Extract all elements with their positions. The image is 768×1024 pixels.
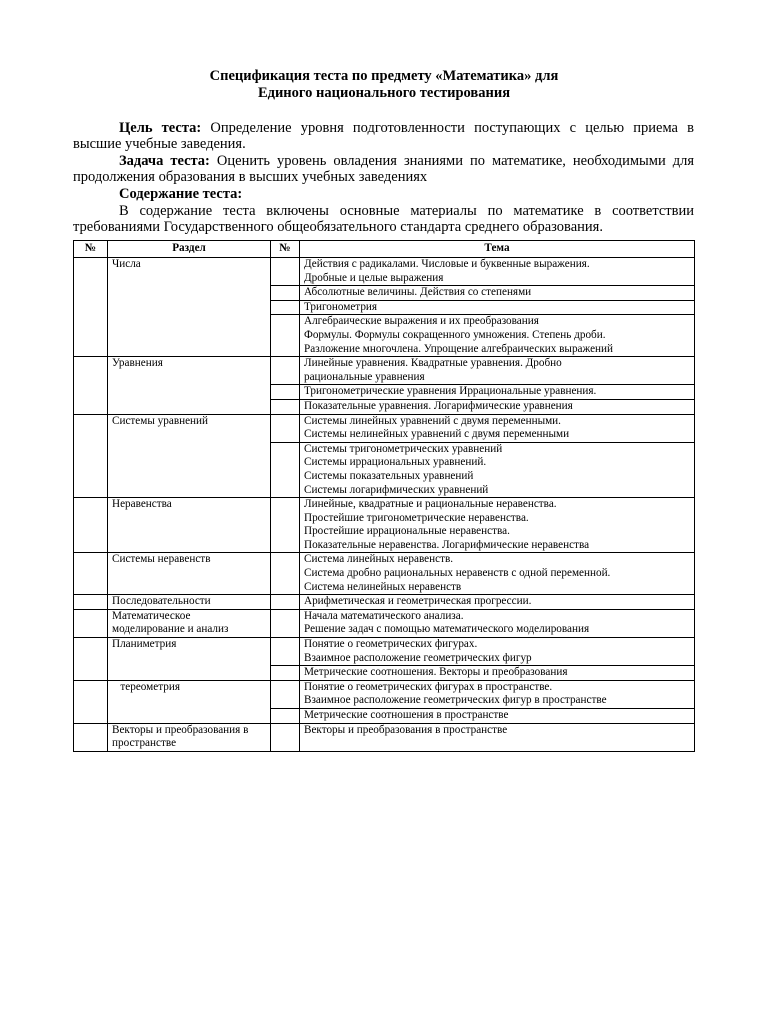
task-text: Оценить уровень овладения знаниями по математике, необходимыми для продолжения образования в высших учебных заведениях: [73, 153, 694, 185]
topic-line: Показательные неравенства. Логарифмические неравенства: [304, 538, 590, 551]
topic-cell: [300, 258, 695, 286]
topic-number-cell: [271, 414, 300, 442]
table-row: [74, 638, 695, 666]
topic-number-cell: [271, 258, 300, 286]
section-name-cell: Математическое моделирование и анализ: [108, 609, 271, 637]
section-number-cell: [74, 258, 108, 357]
topic-line: Формулы. Формулы сокращенного умножения. Степень дроби.: [304, 328, 606, 341]
topic-number-cell: [271, 609, 300, 637]
header-section: Раздел: [108, 241, 271, 258]
topic-line: Начала математического анализа.: [304, 609, 464, 622]
header-topic: Тема: [300, 241, 695, 258]
title-line-2: Единого национального тестирования: [257, 85, 511, 101]
topic-line: [304, 737, 690, 751]
content-heading: Содержание теста:: [119, 186, 243, 202]
topic-number-cell: [271, 357, 300, 385]
topic-line: Разложение многочлена. Упрощение алгебраических выражений: [304, 342, 614, 355]
section-number-cell: [74, 595, 108, 610]
section-number-cell: [74, 553, 108, 595]
topic-line: Системы логарифмических уравнений: [304, 483, 489, 496]
table-body: [74, 258, 695, 752]
topic-number-cell: [271, 385, 300, 400]
topic-cell: [300, 399, 695, 414]
topic-line: Понятие о геометрических фигурах.: [304, 638, 478, 651]
topic-cell: [300, 609, 695, 637]
table-header-row: [74, 241, 695, 258]
section-number-cell: [74, 498, 108, 553]
task-label: Задача теста:: [119, 153, 210, 169]
topic-line: Система дробно рациональных неравенств с одной переменной.: [304, 567, 611, 580]
table-row: [74, 498, 695, 553]
topic-cell: [300, 414, 695, 442]
topic-line: Системы нелинейных уравнений с двумя переменными: [304, 428, 570, 441]
header-topic-number: №: [271, 241, 300, 258]
topic-line: Системы показательных уравнений: [304, 469, 474, 482]
content-paragraph: В содержание теста включены основные материалы по математике в соответствии требованиями Государственного общеобязательного стандарта среднего образования.: [73, 203, 694, 235]
table-row: [74, 553, 695, 595]
topic-line: Системы тригонометрических уравнений: [304, 442, 503, 455]
section-number-cell: [74, 609, 108, 637]
header-number: №: [74, 241, 108, 258]
section-name-cell: Векторы и преобразования в пространстве: [108, 723, 271, 751]
topic-line: Метрические соотношения. Векторы и преобразования: [304, 666, 568, 679]
section-number-cell: [74, 723, 108, 751]
topic-line: Тригонометрические уравнения Иррациональные уравнения.: [304, 385, 597, 398]
topic-number-cell: [271, 399, 300, 414]
section-name-cell: тереометрия: [108, 680, 271, 723]
topic-line: Алгебраические выражения и их преобразования: [304, 315, 539, 328]
task-paragraph: [73, 153, 694, 185]
goal-label: Цель теста:: [119, 120, 202, 136]
section-number-cell: [74, 680, 108, 723]
topic-line: Линейные, квадратные и рациональные неравенства.: [304, 498, 557, 511]
section-number-cell: [74, 414, 108, 498]
topic-number-cell: [271, 666, 300, 681]
topic-line: Система нелинейных неравенств: [304, 580, 462, 593]
topic-line: Показательные уравнения. Логарифмические уравнения: [304, 399, 573, 412]
topic-number-cell: [271, 553, 300, 595]
topic-line: Линейные уравнения. Квадратные уравнения. Дробно: [304, 357, 562, 370]
topic-cell: [300, 638, 695, 666]
topic-number-cell: [271, 680, 300, 708]
topic-line: Векторы и преобразования в пространстве: [304, 723, 508, 736]
topic-cell: [300, 680, 695, 708]
topic-line: Арифметическая и геометрическая прогрессии.: [304, 595, 532, 608]
topic-cell: [300, 498, 695, 553]
topic-number-cell: [271, 638, 300, 666]
topic-line: Дробные и целые выражения: [304, 271, 444, 284]
topic-line: Простейшие тригонометрические неравенства.: [304, 511, 529, 524]
topic-line: Решение задач с помощью математического моделирования: [304, 623, 590, 636]
table-row: [74, 609, 695, 637]
topic-number-cell: [271, 595, 300, 610]
specification-table: [73, 240, 695, 752]
goal-text: Определение уровня подготовленности поступающих с целью приема в высшие учебные заведения.: [73, 120, 694, 152]
topic-cell: [300, 286, 695, 301]
topic-cell: [300, 595, 695, 610]
table-row: [74, 414, 695, 442]
section-name-cell: Системы неравенств: [108, 553, 271, 595]
section-name-cell: Уравнения: [108, 357, 271, 414]
topic-line: рациональные уравнения: [304, 370, 425, 383]
topic-cell: [300, 553, 695, 595]
topic-number-cell: [271, 442, 300, 497]
section-name-cell: Планиметрия: [108, 638, 271, 681]
section-name-cell: Системы уравнений: [108, 414, 271, 498]
section-number-cell: [74, 638, 108, 681]
topic-number-cell: [271, 498, 300, 553]
topic-number-cell: [271, 315, 300, 357]
topic-cell: [300, 723, 695, 751]
goal-paragraph: [73, 120, 694, 152]
title-line-1: Спецификация теста по предмету «Математика» для: [209, 68, 559, 84]
topic-number-cell: [271, 709, 300, 724]
table-row: [74, 680, 695, 708]
table-row: [74, 595, 695, 610]
table-row: [74, 258, 695, 286]
section-name-cell: Числа: [108, 258, 271, 357]
topic-line: Абсолютные величины. Действия со степенями: [304, 286, 532, 299]
topic-number-cell: [271, 723, 300, 751]
topic-line: Простейшие иррациональные неравенства.: [304, 525, 510, 538]
topic-line: Взаимное расположение геометрических фигур в пространстве: [304, 694, 607, 707]
topic-line: Тригонометрия: [304, 300, 378, 313]
topic-line: Действия с радикалами. Числовые и буквенные выражения.: [304, 258, 590, 270]
topic-cell: [300, 300, 695, 315]
table-row: [74, 357, 695, 385]
topic-cell: [300, 385, 695, 400]
topic-line: Системы линейных уравнений с двумя переменными.: [304, 414, 561, 427]
topic-cell: [300, 315, 695, 357]
section-name-cell: Неравенства: [108, 498, 271, 553]
topic-cell: [300, 442, 695, 497]
topic-cell: [300, 357, 695, 385]
topic-line: Понятие о геометрических фигурах в пространстве.: [304, 680, 553, 693]
topic-line: Системы иррациональных уравнений.: [304, 456, 487, 469]
topic-cell: [300, 666, 695, 681]
topic-number-cell: [271, 286, 300, 301]
document-title: [0, 68, 768, 102]
topic-line: Метрические соотношения в пространстве: [304, 709, 509, 721]
section-name-cell: Последовательности: [108, 595, 271, 610]
table-row: [74, 723, 695, 751]
topic-line: Система линейных неравенств.: [304, 553, 454, 566]
topic-number-cell: [271, 300, 300, 315]
topic-line: Взаимное расположение геометрических фигур: [304, 651, 532, 664]
topic-cell: [300, 709, 695, 724]
section-number-cell: [74, 357, 108, 414]
